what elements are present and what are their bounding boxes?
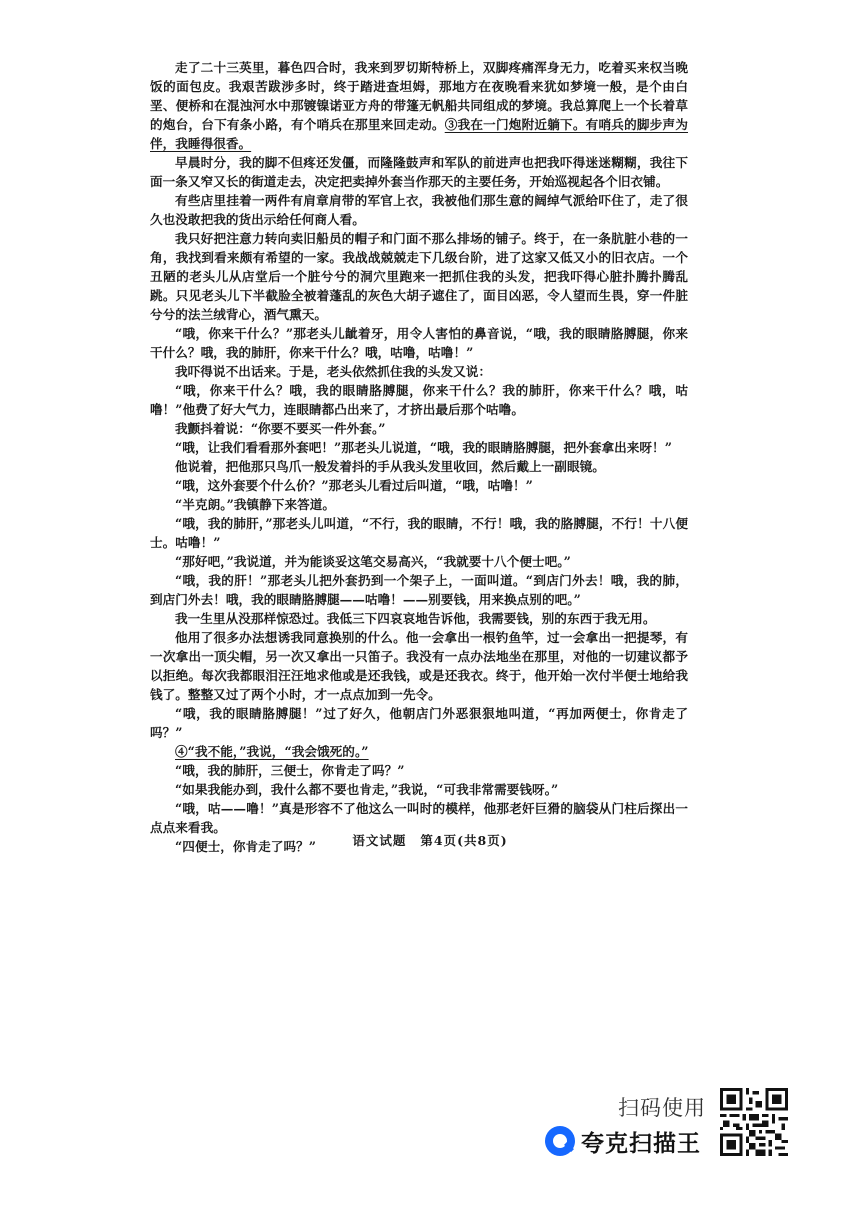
paragraph: 有些店里挂着一两件有肩章肩带的军官上衣，我被他们那生意的阔绰气派给吓住了，走了很久也没敢把我的货出示给任何商人看。	[150, 193, 688, 227]
paragraph: 走了二十三英里，暮色四合时，我来到罗切斯特桥上，双脚疼痛浑身无力，吃着买来权当晚饭的面包皮。我艰苦跋涉多时，终于踏进查坦姆，那地方在夜晚看来犹如梦境一般，是个由白垩、便桥和在混浊河水中那镀镍诺亚方舟的带篷无帆船共同组成的梦境。我总算爬上一个长着草的炮台，台下有条小路，有个哨兵在那里来回走动。③我在一门炮附近躺下。有哨兵的脚步声为伴，我睡得很香。	[150, 60, 689, 151]
paragraph: “哦，让我们看看那外套吧！”那老头儿说道，“哦，我的眼睛胳膊腿，把外套拿出来呀！”	[175, 440, 672, 455]
paragraph: 他用了很多办法想诱我同意换别的什么。他一会拿出一根钓鱼竿，过一会拿出一把提琴，有一次拿出一顶尖帽，另一次又拿出一只笛子。我没有一点办法地坐在那里，对他的一切建议都予以拒绝。每次我都眼泪汪汪地求他或是还我钱，或是还我衣。终于，他开始一次付半便士地给我钱了。整整又过了两个小时，才一点点加到一先令。	[150, 630, 688, 702]
brand	[545, 1126, 701, 1156]
paragraph: 早晨时分，我的脚不但疼还发僵，而隆隆鼓声和军队的前进声也把我吓得迷迷糊糊，我往下面一条又窄又长的街道走去，决定把卖掉外套当作那天的主要任务，开始巡视起各个旧衣铺。	[150, 155, 688, 189]
paragraph: 他说着，把他那只鸟爪一般发着抖的手从我头发里收回，然后戴上一副眼镜。	[175, 459, 605, 474]
qr-code-icon	[720, 1088, 788, 1156]
paragraph: “哦，我的肺肝，”那老头儿叫道，“不行，我的眼睛，不行！哦，我的胳膊腿，不行！十八便士。咕噜！”	[150, 516, 688, 550]
paragraph: “四便士，你肯走了吗？”	[175, 839, 317, 854]
paragraph: 我只好把注意力转向卖旧船员的帽子和门面不那么排场的铺子。终于，在一条肮脏小巷的一角，我找到看来颇有希望的一家。我战战兢兢走下几级台阶，进了这家又低又小的旧衣店。一个丑陋的老头儿从店堂后一个脏兮兮的洞穴里跑来一把抓住我的头发，把我吓得心脏扑腾扑腾乱跳。只见老头儿下半截脸全被着蓬乱的灰色大胡子遮住了，面目凶恶，令人望而生畏，穿一件脏兮兮的法兰绒背心，酒气熏天。	[150, 231, 688, 322]
paragraph: “哦，你来干什么？哦，我的眼睛胳膊腿，你来干什么？我的肺肝，你来干什么？哦，咕噜！”他费了好大气力，连眼睛都凸出来了，才挤出最后那个咕噜。	[150, 383, 688, 417]
paragraph: “哦，这外套要个什么价？”那老头儿看过后叫道，“哦，咕噜！”	[175, 478, 533, 493]
scan-watermark	[540, 1086, 790, 1164]
page-footer	[0, 831, 860, 849]
paragraph: “哦，咕——噜！”真是形容不了他这么一叫时的模样，他那老奸巨猾的脑袋从门柱后探出一点点来看我。	[150, 801, 688, 835]
paragraph: “如果我能办到，我什么都不要也肯走，”我说，“可我非常需要钱呀。”	[175, 782, 559, 797]
paragraph: “哦，我的肝！”那老头儿把外套扔到一个架子上，一面叫道。“到店门外去！哦，我的肺，到店门外去！哦，我的眼睛胳膊腿——咕噜！——别要钱，用来换点别的吧。”	[150, 573, 688, 607]
paragraph: “哦，你来干什么？”那老头儿龇着牙，用令人害怕的鼻音说，“哦，我的眼睛胳膊腿，你来干什么？哦，我的肺肝，你来干什么？哦，咕噜，咕噜！”	[150, 326, 688, 360]
paragraph: 我吓得说不出话来。于是，老头依然抓住我的头发又说：	[175, 364, 492, 379]
paragraph	[150, 742, 688, 761]
paragraph: “半克朗。”我镇静下来答道。	[175, 497, 336, 512]
quark-logo-icon	[545, 1126, 575, 1156]
underlined-sentence-4: ④“我不能，”我说，“我会饿死的。”	[175, 744, 369, 759]
paragraph: 我一生里从没那样惊恐过。我低三下四哀哀地告诉他，我需要钱，别的东西于我无用。	[175, 611, 656, 626]
paragraph: “那好吧，”我说道，并为能谈妥这笔交易高兴，“我就要十八个便士吧。”	[175, 554, 571, 569]
footer-subject: 语文试题	[352, 833, 407, 848]
paragraph: 我颤抖着说：“你要不要买一件外套。”	[175, 421, 386, 436]
paragraph: “哦，我的肺肝，三便士，你肯走了吗？”	[175, 763, 405, 778]
underlined-sentence-3: ③我在一门炮附近躺下。有哨兵的脚步声为伴，我睡得很香。	[150, 117, 689, 151]
paragraph: “哦，我的眼睛胳膊腿！”过了好久，他朝店门外恶狠狠地叫道，“再加两便士，你肯走了吗？”	[150, 706, 688, 740]
article-body	[150, 58, 688, 856]
brand-name: 夸克扫描王	[581, 1130, 701, 1157]
footer-page-number: 第4页(共8页)	[420, 833, 508, 848]
scan-label: 扫码使用	[618, 1096, 706, 1120]
